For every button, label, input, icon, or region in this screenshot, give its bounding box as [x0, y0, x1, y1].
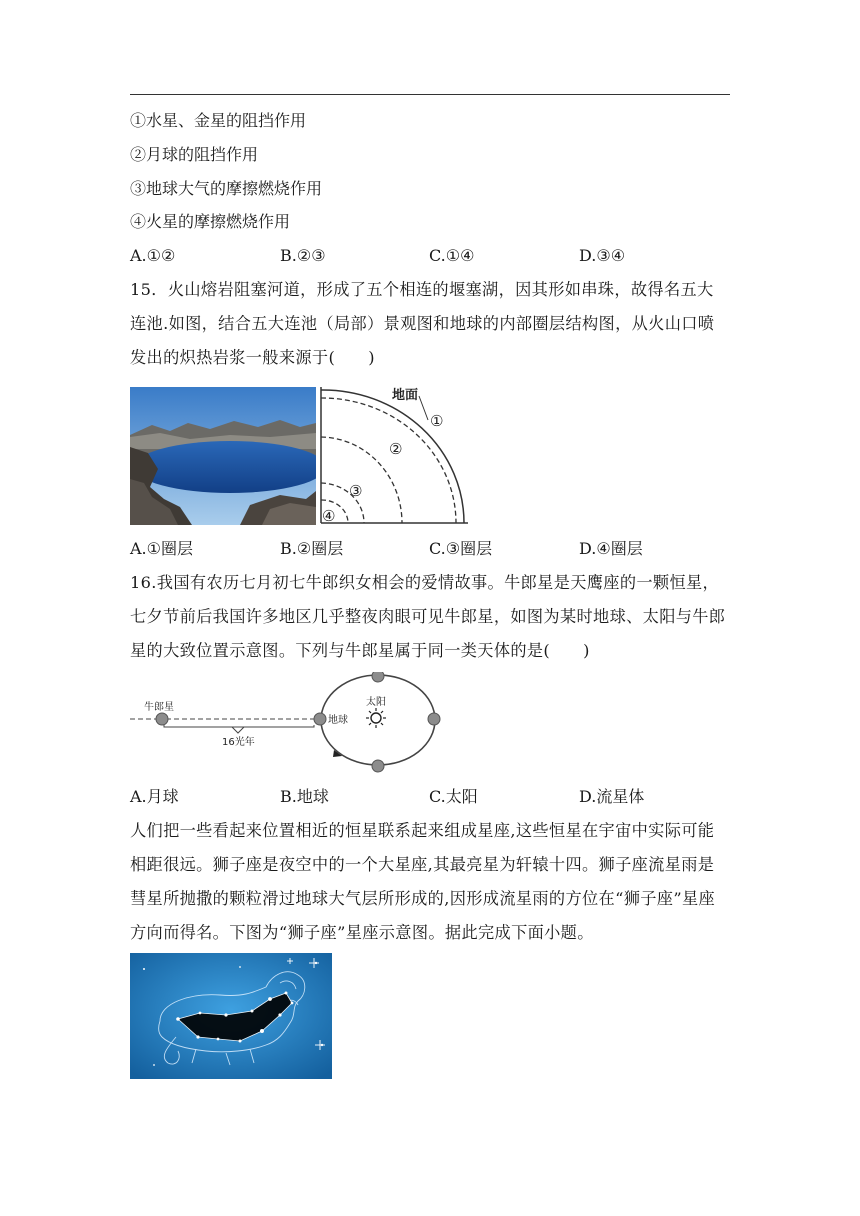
passage-text: 人们把一些看起来位置相近的恒星联系起来组成星座,这些恒星在宇宙中实际可能相距很远。狮子座是夜空中的一个大星座,其最亮星为轩辕十四。狮子座流星雨是彗星所抛撒的颗粒滑过地球大气层所形成的,因形成流星雨的方位在“狮子座”星座方向而得名。下图为“狮子座”星座示意图。据此完成下面小题。 — [130, 821, 716, 942]
q15-options — [130, 539, 750, 559]
altair-earth-sun-diagram — [128, 672, 448, 776]
wudalianchi-photo — [130, 387, 316, 525]
q16-option-c[interactable]: C.太阳 — [429, 787, 478, 806]
q16-options — [130, 787, 750, 807]
layer-2-label: ② — [389, 440, 403, 458]
sun-icon — [366, 708, 386, 728]
q14-item-3: ③地球大气的摩擦燃烧作用 — [130, 179, 323, 198]
earth-layer-diagram — [318, 383, 470, 525]
layer-1-label: ① — [430, 412, 444, 430]
leo-constellation-image — [130, 953, 332, 1079]
q15-option-b[interactable]: B.②圈层 — [280, 539, 344, 558]
q15-option-a[interactable]: A.①圈层 — [130, 539, 193, 558]
altair-label: 牛郎星 — [144, 702, 174, 713]
q14-option-a[interactable]: A.①② — [130, 246, 176, 265]
layer-3-label: ③ — [349, 482, 363, 500]
q14-item-2: ②月球的阻挡作用 — [130, 145, 259, 164]
q14-item-4: ④火星的摩擦燃烧作用 — [130, 212, 291, 231]
earth-label: 地球 — [328, 715, 348, 726]
q14-option-c[interactable]: C.①④ — [429, 246, 475, 265]
q14-option-b[interactable]: B.②③ — [280, 246, 326, 265]
q16-option-d[interactable]: D.流星体 — [579, 787, 645, 806]
q14-option-d[interactable]: D.③④ — [579, 246, 626, 265]
earth-dot — [314, 713, 326, 725]
q15-option-d[interactable]: D.④圈层 — [579, 539, 643, 558]
q16-stem: 16.我国有农历七月初七牛郎织女相会的爱情故事。牛郎星是天鹰座的一颗恒星，七夕节前后我国许多地区几乎整夜肉眼可见牛郎星，如图为某时地球、太阳与牛郎星的大致位置示意图。下列与牛郎星属于同一类天体的是( ) — [130, 573, 726, 660]
q15-stem: 15．火山熔岩阻塞河道，形成了五个相连的堰塞湖，因其形如串珠，故得名五大连池.如图，结合五大连池（局部）景观图和地球的内部圈层结构图，从火山口喷发出的炽热岩浆一般来源于( ) — [130, 280, 715, 367]
q15-option-c[interactable]: C.③圈层 — [429, 539, 493, 558]
surface-label: 地面 — [392, 388, 419, 403]
altair-star-dot — [156, 713, 168, 725]
q16-option-a[interactable]: A.月球 — [130, 787, 179, 806]
sun-label: 太阳 — [366, 697, 386, 708]
distance-label: 16光年 — [222, 737, 255, 748]
layer-4-label: ④ — [322, 507, 336, 525]
q14-item-1: ①水星、金星的阻挡作用 — [130, 111, 307, 130]
q16-option-b[interactable]: B.地球 — [280, 787, 329, 806]
top-rule — [130, 94, 730, 95]
q14-options — [130, 246, 750, 266]
